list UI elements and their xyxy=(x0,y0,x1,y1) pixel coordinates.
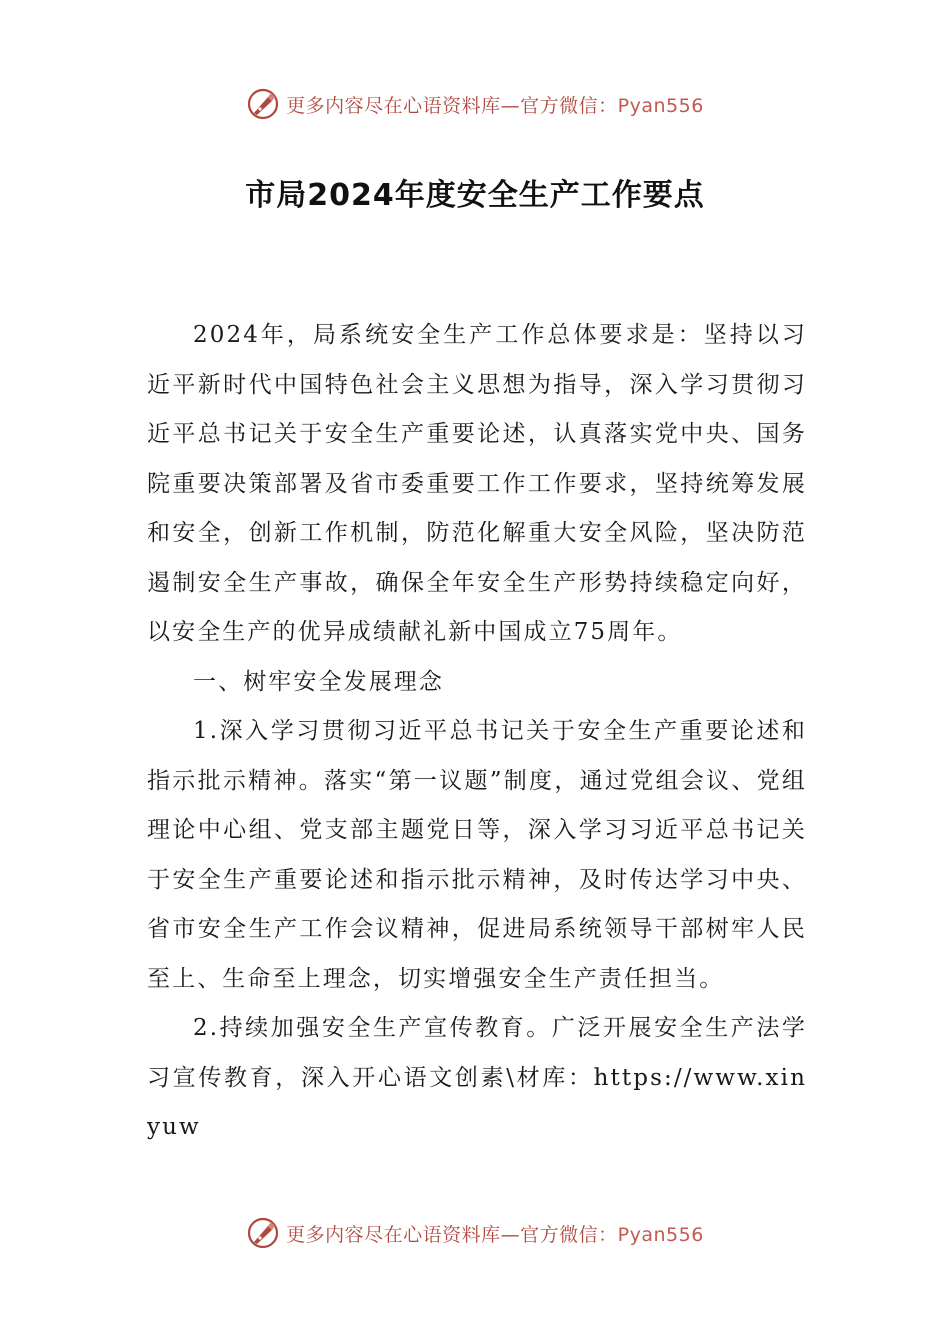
section-heading: 一、树牢安全发展理念 xyxy=(193,668,444,695)
watermark-wechat-id: Pyan556 xyxy=(617,94,704,117)
item-paragraph-1: 1.深入学习贯彻习近平总书记关于安全生产重要论述和指示批示精神。落实“第一议题”制度，通过党组会议、党组理论中心组、党支部主题党日等，深入学习习近平总书记关于安全生产重要论述和指示批示精神，及时传达学习中央、省市安全生产工作会议精神，促进局系统领导干部树牢人民至上、生命至上理念，切实增强安全生产责任担当。 xyxy=(147,718,807,992)
watermark-label: 更多内容尽在心语资料库—官方微信： xyxy=(286,94,618,117)
watermark-label: 更多内容尽在心语资料库—官方微信： xyxy=(286,1223,618,1246)
footer-watermark xyxy=(0,1213,950,1253)
item-paragraph-2: 2.持续加强安全生产宣传教育。广泛开展安全生产法学习宣传教育，深入开心语文创素\材库：https://www.xinyuw xyxy=(147,1015,807,1140)
watermark-text xyxy=(286,91,704,118)
pen-nib-circle-icon xyxy=(246,87,280,121)
watermark-wechat-id: Pyan556 xyxy=(617,1223,704,1246)
watermark-text xyxy=(286,1220,704,1247)
document-body xyxy=(147,311,807,1153)
intro-paragraph: 2024年，局系统安全生产工作总体要求是：坚持以习近平新时代中国特色社会主义思想为指导，深入学习贯彻习近平总书记关于安全生产重要论述，认真落实党中央、国务院重要决策部署及省市委重要工作工作要求，坚持统筹发展和安全，创新工作机制，防范化解重大安全风险，坚决防范遏制安全生产事故，确保全年安全生产形势持续稳定向好，以安全生产的优异成绩献礼新中国成立75周年。 xyxy=(147,322,807,645)
document-title: 市局2024年度安全生产工作要点 xyxy=(245,178,705,213)
pen-nib-circle-icon xyxy=(246,1216,280,1250)
header-watermark xyxy=(0,84,950,124)
